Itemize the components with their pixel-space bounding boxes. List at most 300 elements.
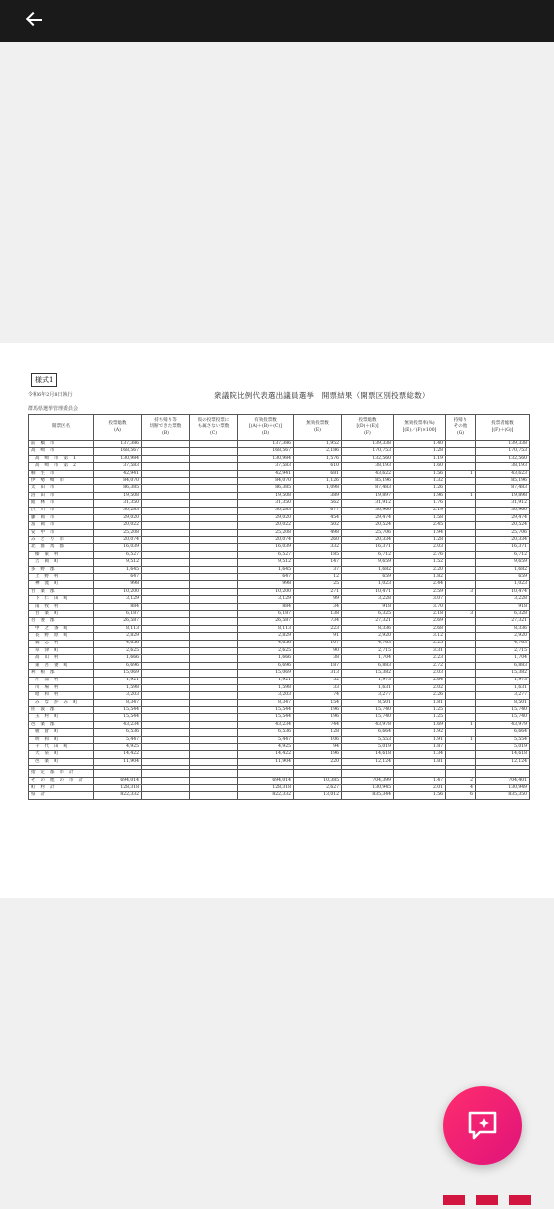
cell-b — [142, 537, 190, 544]
cell-e: 128 — [294, 729, 342, 736]
cell-r: 2.69 — [394, 618, 446, 625]
cell-c — [190, 610, 238, 617]
cell-e: 147 — [294, 559, 342, 566]
cell-t: 43,623 — [476, 470, 530, 477]
cell-t: 5,019 — [476, 744, 530, 751]
cell-e: 91 — [294, 633, 342, 640]
cell-d: 20,074 — [238, 537, 294, 544]
cell-g — [446, 551, 476, 558]
cell-e: 2,627 — [294, 784, 342, 791]
election-date: 令和6年2月8日執行 — [28, 392, 73, 398]
cell-e: 223 — [294, 625, 342, 632]
cell-a: 1,921 — [94, 677, 142, 684]
table-row — [29, 714, 530, 721]
cell-b — [142, 500, 190, 507]
cell-d: 6,696 — [238, 662, 294, 669]
cell-e: 220 — [294, 758, 342, 765]
cell-a: 6,696 — [94, 662, 142, 669]
cell-r: 2.72 — [394, 662, 446, 669]
cell-a: 1,666 — [94, 655, 142, 662]
district-name: 桐生市 — [29, 470, 94, 477]
cell-t: 15,740 — [476, 714, 530, 721]
cell-d: 647 — [238, 574, 294, 581]
cell-a: 25,208 — [94, 529, 142, 536]
cell-t: 1,973 — [476, 677, 530, 684]
cell-b — [142, 470, 190, 477]
cell-e: 106 — [294, 736, 342, 743]
district-name: 片品村 — [29, 677, 94, 684]
cell-g — [446, 670, 476, 677]
cell-t: 1,704 — [476, 655, 530, 662]
cell-e: 271 — [294, 588, 342, 595]
cell-c — [190, 662, 238, 669]
district-name: 明和町 — [29, 736, 94, 743]
cell-b — [142, 647, 190, 654]
cell-e: 154 — [294, 699, 342, 706]
cell-a: 3,129 — [94, 596, 142, 603]
cell-f — [342, 770, 394, 777]
cell-e: 1,126 — [294, 477, 342, 484]
cell-d: 26,587 — [238, 618, 294, 625]
cell-d: 42,941 — [238, 470, 294, 477]
cell-f: 10,471 — [342, 588, 394, 595]
cell-r: 1.28 — [394, 537, 446, 544]
cell-b — [142, 758, 190, 765]
cell-a: 137,386 — [94, 441, 142, 448]
cell-t: 29,474 — [476, 514, 530, 521]
cell-b — [142, 603, 190, 610]
cell-b — [142, 448, 190, 455]
cell-t: 12,124 — [476, 758, 530, 765]
cell-c — [190, 655, 238, 662]
table-header-row — [29, 415, 530, 441]
cell-b — [142, 677, 190, 684]
cell-e: 681 — [294, 470, 342, 477]
cell-d: 15,069 — [238, 670, 294, 677]
cell-c — [190, 692, 238, 699]
district-name: 甘楽町 — [29, 610, 94, 617]
district-name: 利根郡 — [29, 670, 94, 677]
table-row — [29, 551, 530, 558]
cell-e: 734 — [294, 618, 342, 625]
table-row — [29, 470, 530, 477]
cell-e: 138 — [294, 610, 342, 617]
cell-r: 1.81 — [394, 758, 446, 765]
cell-b — [142, 492, 190, 499]
table-row — [29, 477, 530, 484]
cell-a: 43,234 — [94, 721, 142, 728]
cell-t: 15,740 — [476, 707, 530, 714]
table-row — [29, 792, 530, 799]
cell-a: 84,070 — [94, 477, 142, 484]
district-name: 南牧村 — [29, 603, 94, 610]
cell-r: 1.25 — [394, 707, 446, 714]
cell-c — [190, 529, 238, 536]
cell-r: 3.70 — [394, 603, 446, 610]
cell-f: 85,196 — [342, 477, 394, 484]
cell-t: 1,631 — [476, 684, 530, 691]
table-row — [29, 574, 530, 581]
cell-t: 43,979 — [476, 721, 530, 728]
district-name: 邑楽郡 — [29, 721, 94, 728]
cell-t: 8,336 — [476, 625, 530, 632]
cell-b — [142, 455, 190, 462]
cell-r: 1.32 — [394, 477, 446, 484]
cell-r: 1.34 — [394, 751, 446, 758]
cell-r: 1.76 — [394, 500, 446, 507]
district-name: 高崎市第2 — [29, 463, 94, 470]
district-name: 高山村 — [29, 655, 94, 662]
cell-d: 14,422 — [238, 751, 294, 758]
cell-a: 20,022 — [94, 522, 142, 529]
district-name: 北群馬郡 — [29, 544, 94, 551]
cell-c — [190, 566, 238, 573]
column-header: 仮の投票投票に も属さない票数 (C) — [190, 415, 238, 441]
cell-b — [142, 544, 190, 551]
cell-d: 1,645 — [238, 566, 294, 573]
cell-r: 2.26 — [394, 692, 446, 699]
cell-c — [190, 477, 238, 484]
cell-f: 918 — [342, 603, 394, 610]
cell-f: 27,321 — [342, 618, 394, 625]
district-name: 嬬恋村 — [29, 640, 94, 647]
table-row — [29, 707, 530, 714]
cell-a: 3,203 — [94, 692, 142, 699]
table-row — [29, 566, 530, 573]
cell-b — [142, 792, 190, 799]
table-row — [29, 633, 530, 640]
cell-g: 3 — [446, 588, 476, 595]
cell-e: 107 — [294, 640, 342, 647]
cell-f: 20,334 — [342, 537, 394, 544]
cell-b — [142, 441, 190, 448]
cell-r: 1.47 — [394, 777, 446, 784]
table-row — [29, 744, 530, 751]
cell-f: 1,023 — [342, 581, 394, 588]
cell-f: 43,978 — [342, 721, 394, 728]
cell-r: 2.45 — [394, 522, 446, 529]
cell-f: 87,483 — [342, 485, 394, 492]
cell-t: 10,474 — [476, 588, 530, 595]
cell-a: 14,422 — [94, 751, 142, 758]
cell-a: 8,113 — [94, 625, 142, 632]
cell-a: 10,200 — [94, 588, 142, 595]
cell-t: 16,371 — [476, 544, 530, 551]
table-row — [29, 758, 530, 765]
cell-t: 4,763 — [476, 640, 530, 647]
cell-f: 14,618 — [342, 751, 394, 758]
cell-a: 30,283 — [94, 507, 142, 514]
cell-c — [190, 441, 238, 448]
cell-e: 94 — [294, 744, 342, 751]
document-title: 衆議院比例代表選出議員選挙 開票結果（開票区別投票総数） — [214, 391, 430, 400]
cell-e: 313 — [294, 670, 342, 677]
cell-r: 3.12 — [394, 633, 446, 640]
cell-g — [446, 603, 476, 610]
cell-r: 1.91 — [394, 736, 446, 743]
cell-f: 30,960 — [342, 507, 394, 514]
cell-e: 12 — [294, 574, 342, 581]
cell-r: 2.44 — [394, 581, 446, 588]
table-row — [29, 751, 530, 758]
table-row — [29, 736, 530, 743]
table-row — [29, 581, 530, 588]
cell-b — [142, 514, 190, 521]
column-header: 無効投票率(%) [(E)／(F)×100] — [394, 415, 446, 441]
district-name: 藤岡市 — [29, 514, 94, 521]
cell-e: 389 — [294, 492, 342, 499]
cell-b — [142, 684, 190, 691]
cell-g — [446, 699, 476, 706]
cell-f: 16,371 — [342, 544, 394, 551]
cell-c — [190, 647, 238, 654]
cell-b — [142, 662, 190, 669]
district-name: 川場村 — [29, 684, 94, 691]
cell-g — [446, 463, 476, 470]
cell-t: 38,193 — [476, 463, 530, 470]
cell-g — [446, 574, 476, 581]
cell-d: 31,350 — [238, 500, 294, 507]
cell-d: 8,347 — [238, 699, 294, 706]
cell-c — [190, 559, 238, 566]
cell-e: 187 — [294, 662, 342, 669]
cell-c — [190, 537, 238, 544]
cell-b — [142, 588, 190, 595]
district-name: みどり市 — [29, 537, 94, 544]
cell-t: 3,228 — [476, 596, 530, 603]
cell-d: 6,527 — [238, 551, 294, 558]
column-header: 持帰り その他 (G) — [446, 415, 476, 441]
cell-e: 454 — [294, 514, 342, 521]
cell-a: 15,069 — [94, 670, 142, 677]
bottom-tab-indicators — [443, 1190, 543, 1200]
cell-c — [190, 544, 238, 551]
cell-d: 86,385 — [238, 485, 294, 492]
cell-r: 2.68 — [394, 625, 446, 632]
cell-a: 15,544 — [94, 707, 142, 714]
cell-b — [142, 559, 190, 566]
cell-f: 6,664 — [342, 729, 394, 736]
cell-t: 2,715 — [476, 647, 530, 654]
cell-b — [142, 692, 190, 699]
cell-f: 6,325 — [342, 610, 394, 617]
cell-g — [446, 692, 476, 699]
cell-f: 15,382 — [342, 670, 394, 677]
cell-a: 130,984 — [94, 455, 142, 462]
cell-b — [142, 485, 190, 492]
cell-b — [142, 784, 190, 791]
cell-r: 1.69 — [394, 721, 446, 728]
cell-f: 2,715 — [342, 647, 394, 654]
district-name: 吉岡町 — [29, 559, 94, 566]
cell-c — [190, 633, 238, 640]
cell-t: 139,338 — [476, 441, 530, 448]
cell-t: 25,706 — [476, 529, 530, 536]
cell-f: 8,336 — [342, 625, 394, 632]
cell-r: 1.56 — [394, 470, 446, 477]
cell-d: 9,512 — [238, 559, 294, 566]
cell-g — [446, 596, 476, 603]
district-name: 榛東村 — [29, 551, 94, 558]
table-row — [29, 514, 530, 521]
cell-b — [142, 625, 190, 632]
cell-e: 502 — [294, 522, 342, 529]
cell-a: 26,587 — [94, 618, 142, 625]
cell-r: 1.56 — [394, 792, 446, 799]
cell-c — [190, 455, 238, 462]
cell-t: 918 — [476, 603, 530, 610]
cell-b — [142, 596, 190, 603]
cell-g: 1 — [446, 721, 476, 728]
cell-t: 30,960 — [476, 507, 530, 514]
cell-t: 130,949 — [476, 784, 530, 791]
cell-d: 11,904 — [238, 758, 294, 765]
cell-t: 3,277 — [476, 692, 530, 699]
cell-d: 15,544 — [238, 714, 294, 721]
district-name: 神流町 — [29, 581, 94, 588]
cell-e: 52 — [294, 677, 342, 684]
cell-b — [142, 463, 190, 470]
cell-b — [142, 566, 190, 573]
format-label: 様式1 — [31, 373, 57, 387]
ai-assistant-button[interactable] — [443, 1086, 522, 1165]
cell-c — [190, 670, 238, 677]
district-name: 富岡市 — [29, 522, 94, 529]
cell-e: 25 — [294, 581, 342, 588]
cell-g — [446, 655, 476, 662]
table-row — [29, 647, 530, 654]
cell-f: 1,631 — [342, 684, 394, 691]
cell-f: 8,501 — [342, 699, 394, 706]
cell-f: 29,474 — [342, 514, 394, 521]
cell-f: 1,682 — [342, 566, 394, 573]
cell-b — [142, 633, 190, 640]
cell-f: 1,704 — [342, 655, 394, 662]
district-name: 佐波郡 — [29, 707, 94, 714]
cell-d: 694,014 — [238, 777, 294, 784]
cell-g — [446, 485, 476, 492]
cell-a: 31,350 — [94, 500, 142, 507]
cell-f: 12,124 — [342, 758, 394, 765]
table-row — [29, 603, 530, 610]
cell-e: 260 — [294, 537, 342, 544]
column-header: 投票者総数 [(F)＋(G)] — [476, 415, 530, 441]
cell-f: 19,897 — [342, 492, 394, 499]
cell-g — [446, 566, 476, 573]
district-name: 甘楽郡 — [29, 588, 94, 595]
table-row — [29, 537, 530, 544]
cell-t: 835,350 — [476, 792, 530, 799]
cell-e: 37 — [294, 566, 342, 573]
table-row — [29, 784, 530, 791]
cell-r: 1.40 — [394, 441, 446, 448]
cell-a: 29,020 — [94, 514, 142, 521]
cell-c — [190, 714, 238, 721]
district-name: 昭和村 — [29, 692, 94, 699]
cell-r: 2.19 — [394, 507, 446, 514]
cell-e: 498 — [294, 529, 342, 536]
cell-r: 1.94 — [394, 529, 446, 536]
district-name: 多野郡 — [29, 566, 94, 573]
table-row — [29, 692, 530, 699]
cell-d: 25,208 — [238, 529, 294, 536]
cell-f: 1,973 — [342, 677, 394, 684]
cell-a: 1,598 — [94, 684, 142, 691]
column-header: 投票総数 [(D)＋(E)] (F) — [342, 415, 394, 441]
cell-d: 1,598 — [238, 684, 294, 691]
table-row — [29, 610, 530, 617]
district-name: 館林市 — [29, 500, 94, 507]
cell-c — [190, 792, 238, 799]
cell-f: 9,659 — [342, 559, 394, 566]
cell-g: 2 — [446, 777, 476, 784]
cell-f: 6,883 — [342, 662, 394, 669]
cell-f: 5,019 — [342, 744, 394, 751]
cell-t: 14,618 — [476, 751, 530, 758]
cell-d: 6,187 — [238, 610, 294, 617]
cell-f: 659 — [342, 574, 394, 581]
cell-d: 168,567 — [238, 448, 294, 455]
cell-t — [476, 770, 530, 777]
cell-c — [190, 470, 238, 477]
cell-c — [190, 699, 238, 706]
cell-g — [446, 770, 476, 777]
cell-f: 20,524 — [342, 522, 394, 529]
cell-b — [142, 729, 190, 736]
table-row — [29, 770, 530, 777]
cell-f: 25,706 — [342, 529, 394, 536]
cell-g — [446, 448, 476, 455]
cell-g — [446, 500, 476, 507]
cell-a: 8,347 — [94, 699, 142, 706]
cell-a: 20,074 — [94, 537, 142, 544]
cell-g: 1 — [446, 492, 476, 499]
cell-c — [190, 448, 238, 455]
cell-e: 99 — [294, 596, 342, 603]
cell-a: 998 — [94, 581, 142, 588]
cell-c — [190, 514, 238, 521]
cell-g — [446, 677, 476, 684]
back-arrow-icon[interactable] — [24, 10, 44, 30]
cell-g — [446, 625, 476, 632]
tab-indicator — [476, 1195, 498, 1205]
cell-g — [446, 662, 476, 669]
district-name: 草津町 — [29, 647, 94, 654]
cell-g — [446, 707, 476, 714]
cell-e: 34 — [294, 603, 342, 610]
table-row — [29, 618, 530, 625]
cell-r: 3.31 — [394, 647, 446, 654]
cell-f: 3,277 — [342, 692, 394, 699]
cell-c — [190, 463, 238, 470]
cell-b — [142, 640, 190, 647]
cell-g — [446, 744, 476, 751]
cell-t: 6,883 — [476, 662, 530, 669]
cell-b — [142, 618, 190, 625]
cell-e: 196 — [294, 707, 342, 714]
cell-d: 1,921 — [238, 677, 294, 684]
cell-g — [446, 640, 476, 647]
district-name: 高崎市 — [29, 448, 94, 455]
cell-e: 1,576 — [294, 455, 342, 462]
table-row — [29, 729, 530, 736]
table-row — [29, 588, 530, 595]
cell-a: 6,527 — [94, 551, 142, 558]
cell-c — [190, 551, 238, 558]
cell-g — [446, 647, 476, 654]
cell-r: 2.03 — [394, 670, 446, 677]
cell-a: 168,567 — [94, 448, 142, 455]
